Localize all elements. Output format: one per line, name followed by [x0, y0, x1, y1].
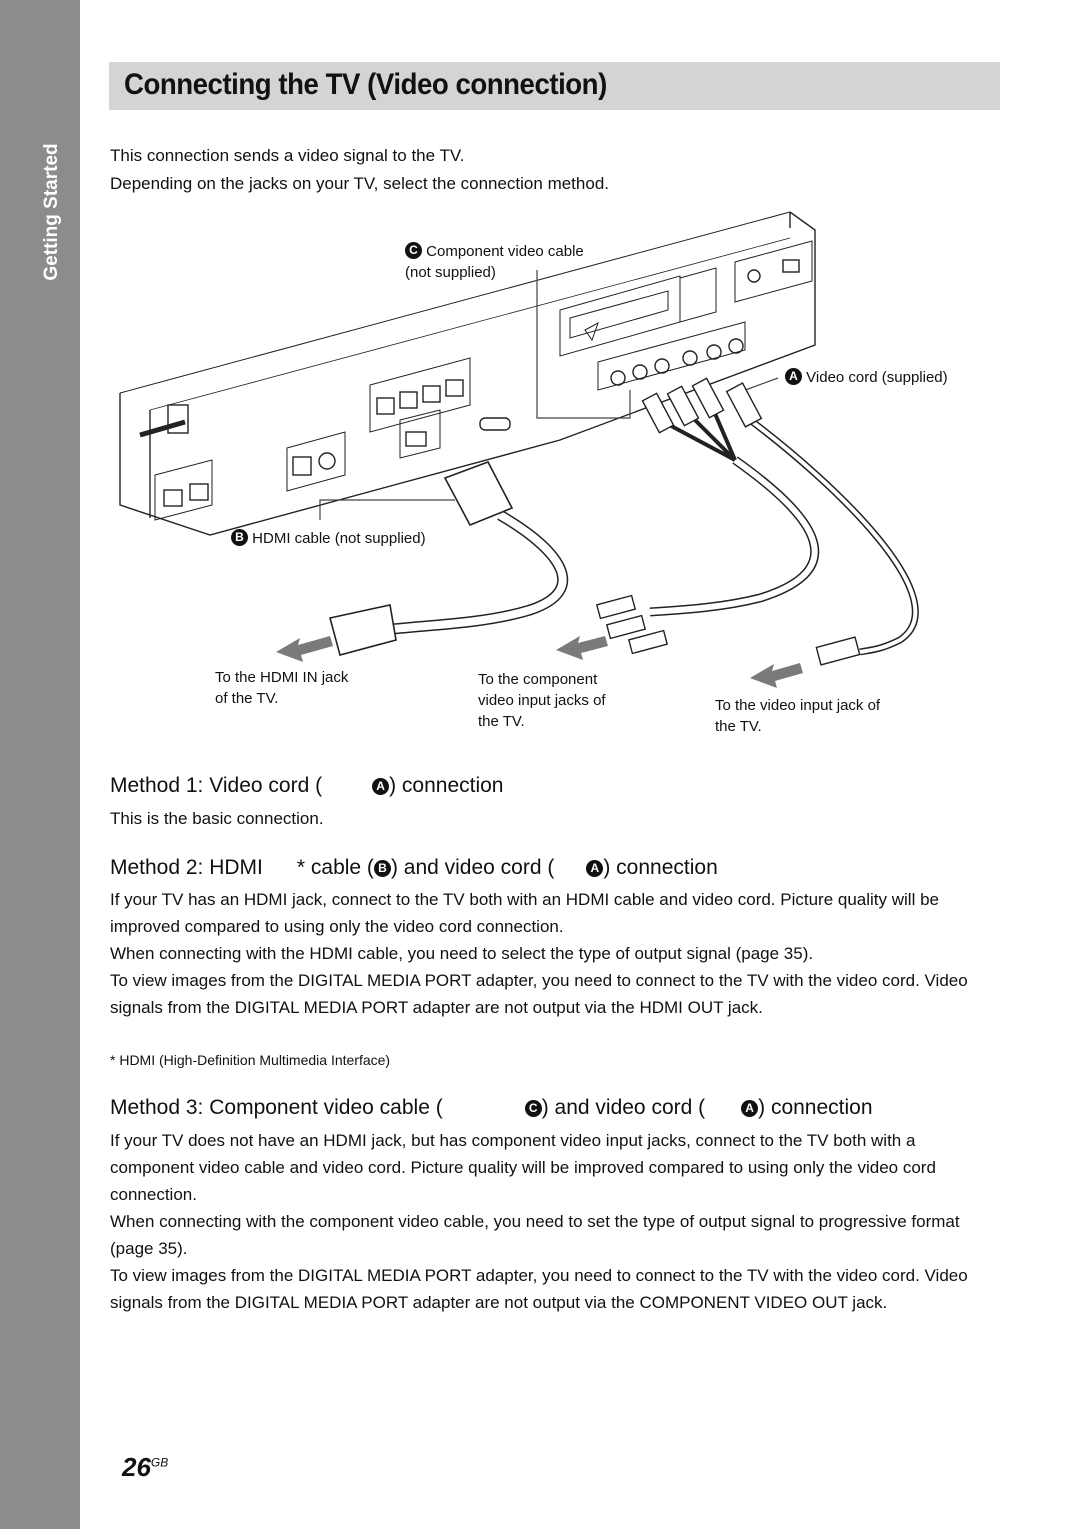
badge-c: C: [525, 1100, 542, 1117]
badge-a: A: [372, 778, 389, 795]
caption-to-video-1: To the video input jack of: [715, 697, 881, 714]
footnote: * HDMI (High-Definition Multimedia Interface): [110, 1052, 391, 1068]
method3-paragraph-2: When connecting with the component video cable, you need to set the type of output signal to progressive format (page 35).: [110, 1212, 960, 1258]
method3-heading-pre: Method 3: Component video cable (: [110, 1096, 443, 1119]
label-video-cord: [785, 367, 948, 388]
method3-paragraph-1: If your TV does not have an HDMI jack, but has component video input jacks, connect to the TV both with a component video cable and video cord. Picture quality will be improved compared to using only the video cord connection.: [110, 1131, 936, 1204]
method3-heading: [110, 1096, 873, 1120]
section-label: Getting Started: [41, 143, 62, 281]
method3-heading-post: ) connection: [758, 1096, 873, 1119]
badge-c: C: [405, 242, 422, 259]
badge-a: A: [741, 1100, 758, 1117]
label-c-text-2: (not supplied): [405, 264, 496, 281]
label-hdmi-cable: [231, 528, 426, 549]
caption-to-video-2: the TV.: [715, 718, 762, 735]
component-cable: [597, 378, 815, 653]
caption-to-component-1: To the component: [478, 671, 598, 688]
method1-heading-pre: Method 1: Video cord (: [110, 774, 323, 797]
hdmi-cable: [330, 462, 563, 655]
method3-paragraph-3: To view images from the DIGITAL MEDIA PORT adapter, you need to connect to the TV with the video cord. Video signals from the DIGITAL MEDIA PORT adapter are not output via the COMPONENT VIDEO OUT jack.: [110, 1266, 968, 1312]
method2-heading: [110, 856, 718, 880]
method1-heading: [110, 774, 503, 798]
method1-body: This is the basic connection.: [110, 809, 324, 828]
caption-to-video: [715, 695, 880, 737]
method2-heading-mid1: * cable (: [296, 856, 374, 879]
label-a-text: Video cord (supplied): [806, 369, 948, 386]
method3-body: [110, 1127, 1000, 1316]
method2-paragraph-3: To view images from the DIGITAL MEDIA PORT adapter, you need to connect to the TV with the video cord. Video signals from the DIGITAL MEDIA PORT adapter are not output via the HDMI OUT jack.: [110, 971, 968, 1017]
caption-to-component: [478, 669, 606, 732]
intro-line-1: This connection sends a video signal to the TV.: [110, 146, 465, 165]
page-title: Connecting the TV (Video connection): [124, 68, 607, 101]
label-b-text: HDMI cable (not supplied): [252, 530, 426, 547]
page-suffix: GB: [150, 1455, 169, 1470]
method2-heading-mid2: ) and video cord (: [390, 856, 555, 879]
caption-to-hdmi: [215, 667, 348, 709]
method3-heading-mid: ) and video cord (: [541, 1096, 706, 1119]
method2-paragraph-1: If your TV has an HDMI jack, connect to the TV both with an HDMI cable and video cord. Picture quality will be improved compared to using only the video cord connection.: [110, 890, 939, 936]
badge-a: A: [785, 368, 802, 385]
badge-b: B: [374, 860, 391, 877]
method1-heading-post: ) connection: [389, 774, 504, 797]
label-c-text-1: Component video cable: [426, 243, 584, 260]
badge-b: B: [231, 529, 248, 546]
method2-heading-pre: Method 2: HDMI: [110, 856, 263, 879]
caption-to-component-2: video input jacks of: [478, 692, 606, 709]
badge-a: A: [586, 860, 603, 877]
page-number-value: 26: [122, 1452, 151, 1482]
intro-line-2: Depending on the jacks on your TV, select the connection method.: [110, 174, 609, 193]
page-number: [122, 1452, 168, 1483]
method2-heading-post: ) connection: [603, 856, 718, 879]
method2-body: [110, 886, 1000, 1021]
method2-paragraph-2: When connecting with the HDMI cable, you need to select the type of output signal (page 35).: [110, 944, 814, 963]
caption-to-hdmi-2: of the TV.: [215, 690, 279, 707]
caption-to-component-3: the TV.: [478, 713, 525, 730]
caption-to-hdmi-1: To the HDMI IN jack: [215, 669, 349, 686]
label-component-cable: [405, 241, 584, 283]
video-cord: [727, 383, 916, 665]
